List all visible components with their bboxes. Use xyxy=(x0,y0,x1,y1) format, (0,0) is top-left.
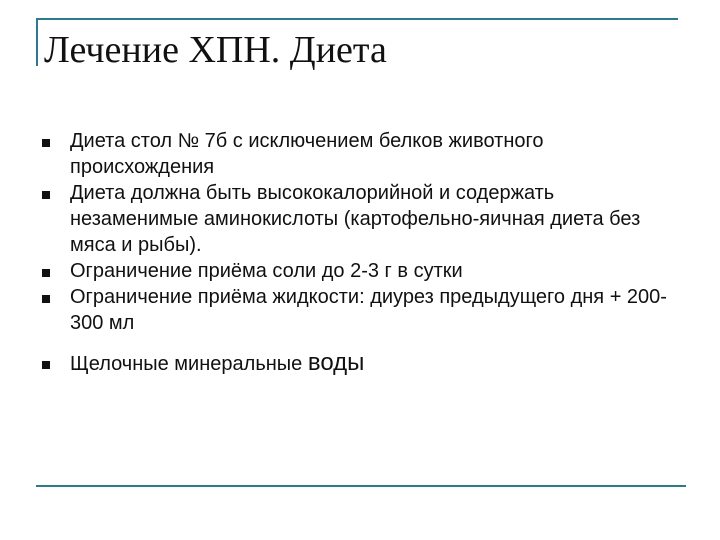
bullet-text: Ограничение приёма жидкости: диурез предыдущего дня + 200-300 мл xyxy=(70,286,667,334)
square-bullet-icon xyxy=(42,191,50,199)
bullet-list xyxy=(42,128,682,377)
bullet-item-salt-limit xyxy=(42,258,682,284)
bullet-item-fluid-limit xyxy=(42,284,682,336)
bullet-text-prefix: Щелочные минеральные xyxy=(70,353,308,375)
square-bullet-icon xyxy=(42,295,50,303)
bullet-text-emphasis: воды xyxy=(307,349,365,376)
bullet-item-high-calorie xyxy=(42,180,682,258)
bullet-text: Ограничение приёма соли до 2-3 г в сутки xyxy=(70,260,463,282)
square-bullet-icon xyxy=(42,361,50,369)
bullet-text: Диета должна быть высококалорийной и содержать незаменимые аминокислоты (картофельно-яичная диета без мяса и рыбы). xyxy=(70,182,641,256)
slide-title: Лечение ХПН. Диета xyxy=(44,29,387,71)
bullet-item-alkaline-water xyxy=(42,350,682,377)
square-bullet-icon xyxy=(42,269,50,277)
square-bullet-icon xyxy=(42,139,50,147)
title-frame-top-line xyxy=(36,18,678,20)
bullet-text: Диета стол № 7б с исключением белков животного происхождения xyxy=(70,130,544,178)
bullet-item-diet-table xyxy=(42,128,682,180)
title-frame-left-line xyxy=(36,18,38,66)
footer-divider-line xyxy=(36,485,686,487)
